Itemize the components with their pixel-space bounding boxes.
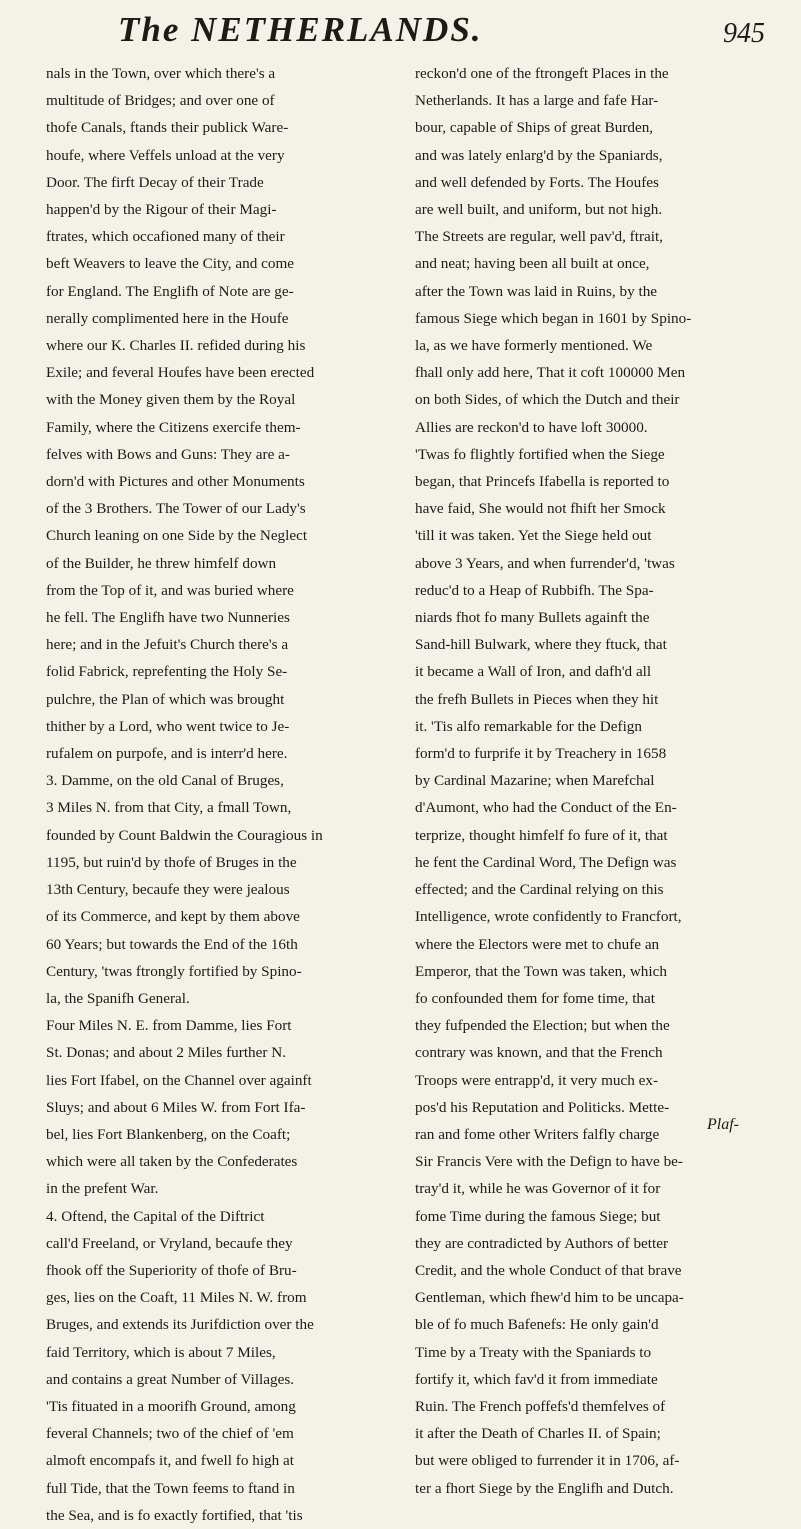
text-line: fo confounded them for fome time, that <box>415 989 655 1007</box>
text-line: where our K. Charles II. refided during his <box>46 337 306 355</box>
text-line: of the 3 Brothers. The Tower of our Lady's <box>46 500 306 518</box>
text-line: for England. The Englifh of Note are ge- <box>46 282 294 300</box>
text-line: on both Sides, of which the Dutch and their <box>415 391 680 409</box>
text-line: terprize, thought himfelf fo fure of it, that <box>415 826 668 844</box>
page-number: 945 <box>723 18 765 49</box>
text-line: faid Territory, which is about 7 Miles, <box>46 1343 276 1361</box>
text-line: bour, capable of Ships of great Burden, <box>415 119 654 137</box>
text-line: 1195, but ruin'd by thofe of Bruges in the <box>46 853 297 871</box>
text-line: have faid, She would not fhift her Smock <box>415 500 666 518</box>
catchword: Plaf- <box>707 1116 739 1133</box>
text-line: thofe Canals, ftands their publick Ware- <box>46 119 289 137</box>
text-line: from the Top of it, and was buried where <box>46 581 294 599</box>
text-line: which were all taken by the Confederates <box>46 1153 298 1171</box>
text-line: and neat; having been all built at once, <box>415 255 650 273</box>
text-line: Church leaning on one Side by the Neglect <box>46 527 308 545</box>
text-line: niards fhot fo many Bullets againft the <box>415 609 650 627</box>
text-line: almoft encompafs it, and fwell fo high at <box>46 1452 294 1470</box>
text-line: lies Fort Ifabel, on the Channel over againft <box>46 1071 312 1089</box>
text-line: in the prefent War. <box>46 1180 159 1198</box>
text-line: Four Miles N. E. from Damme, lies Fort <box>46 1017 292 1035</box>
text-line: 'till it was taken. Yet the Siege held out <box>415 527 652 545</box>
text-line: Intelligence, wrote confidently to Francfort, <box>415 908 682 926</box>
text-line: of its Commerce, and kept by them above <box>46 908 300 926</box>
text-line: 60 Years; but towards the End of the 16th <box>46 935 298 953</box>
text-line: rufalem on purpofe, and is interr'd here. <box>46 745 288 763</box>
running-title: The NETHERLANDS. <box>118 10 483 49</box>
text-line: they are contradicted by Authors of better <box>415 1234 669 1252</box>
text-line: thither by a Lord, who went twice to Je- <box>46 717 290 735</box>
text-line: 3 Miles N. from that City, a fmall Town, <box>46 799 292 817</box>
text-line: it. 'Tis alfo remarkable for the Defign <box>415 717 642 735</box>
text-line: bel, lies Fort Blankenberg, on the Coaft; <box>46 1125 291 1143</box>
text-line: pos'd his Reputation and Politicks. Mette- <box>415 1098 670 1116</box>
text-line: are well built, and uniform, but not high. <box>415 201 663 219</box>
text-line: the Sea, and is fo exactly fortified, that 'tis <box>46 1506 303 1524</box>
text-line: la, as we have formerly mentioned. We <box>415 337 653 355</box>
text-line: St. Donas; and about 2 Miles further N. <box>46 1044 287 1062</box>
text-line: 13th Century, becaufe they were jealous <box>46 881 290 899</box>
text-line: The Streets are regular, well pav'd, ftrait, <box>415 228 663 246</box>
text-line: Gentleman, which fhew'd him to be uncapa- <box>415 1289 684 1307</box>
text-line: fome Time during the famous Siege; but <box>415 1207 661 1225</box>
text-line: multitude of Bridges; and over one of <box>46 92 275 110</box>
text-line: happen'd by the Rigour of their Magi- <box>46 201 277 219</box>
text-line: Credit, and the whole Conduct of that brave <box>415 1261 682 1279</box>
text-line: Time by a Treaty with the Spaniards to <box>415 1343 652 1361</box>
text-line: la, the Spanifh General. <box>46 989 190 1007</box>
text-line: they fufpended the Election; but when the <box>415 1017 670 1035</box>
text-line: but were obliged to furrender it in 1706, af- <box>415 1452 680 1470</box>
text-line: Family, where the Citizens exercife them- <box>46 418 301 436</box>
text-line: and was lately enlarg'd by the Spaniards, <box>415 146 663 164</box>
text-line: Netherlands. It has a large and fafe Har- <box>415 92 659 110</box>
text-line: fhall only add here, That it coft 100000 Men <box>415 364 686 382</box>
text-line: 'Twas fo flightly fortified when the Siege <box>415 445 665 463</box>
text-line: above 3 Years, and when furrender'd, 'twas <box>415 554 675 572</box>
text-line: ter a fhort Siege by the Englifh and Dutch. <box>415 1479 674 1497</box>
text-line: d'Aumont, who had the Conduct of the En- <box>415 799 677 817</box>
text-line: 4. Oftend, the Capital of the Diftrict <box>46 1207 265 1225</box>
text-line: fortify it, which fav'd it from immediate <box>415 1370 658 1388</box>
text-line: form'd to furprife it by Treachery in 1658 <box>415 745 667 763</box>
text-line: Allies are reckon'd to have loft 30000. <box>415 418 648 436</box>
text-line: feveral Channels; two of the chief of 'em <box>46 1425 294 1443</box>
text-line: ftrates, which occafioned many of their <box>46 228 285 246</box>
text-line: Bruges, and extends its Jurifdiction over the <box>46 1316 314 1334</box>
text-line: it after the Death of Charles II. of Spain; <box>415 1425 661 1443</box>
text-line: after the Town was laid in Ruins, by the <box>415 282 658 300</box>
text-line: ble of fo much Bafenefs: He only gain'd <box>415 1316 659 1334</box>
text-line: tray'd it, while he was Governor of it for <box>415 1180 661 1198</box>
text-line: Sir Francis Vere with the Defign to have be- <box>415 1153 683 1171</box>
right-text-column <box>415 60 773 1502</box>
text-line: pulchre, the Plan of which was brought <box>46 690 285 708</box>
text-line: houfe, where Veffels unload at the very <box>46 146 285 164</box>
text-line: Emperor, that the Town was taken, which <box>415 962 667 980</box>
text-line: nerally complimented here in the Houfe <box>46 309 289 327</box>
text-line: effected; and the Cardinal relying on this <box>415 881 664 899</box>
text-line: founded by Count Baldwin the Couragious in <box>46 826 323 844</box>
text-line: and well defended by Forts. The Houfes <box>415 173 659 191</box>
text-line: full Tide, that the Town feems to ftand in <box>46 1479 295 1497</box>
text-line: folid Fabrick, reprefenting the Holy Se- <box>46 663 288 681</box>
page-header <box>0 4 801 56</box>
text-line: reckon'd one of the ftrongeft Places in the <box>415 65 669 82</box>
text-line: it became a Wall of Iron, and dafh'd all <box>415 663 652 681</box>
text-line: Exile; and feveral Houfes have been erected <box>46 364 315 382</box>
text-line: 3. Damme, on the old Canal of Bruges, <box>46 772 284 790</box>
text-line: beft Weavers to leave the City, and come <box>46 255 295 273</box>
text-line: he fell. The Englifh have two Nunneries <box>46 609 290 627</box>
text-line: here; and in the Jefuit's Church there's a <box>46 636 289 654</box>
text-line: Sand-hill Bulwark, where they ftuck, that <box>415 636 667 654</box>
text-line: fhook off the Superiority of thofe of Bru- <box>46 1261 297 1279</box>
text-line: of the Builder, he threw himfelf down <box>46 554 277 572</box>
text-line: by Cardinal Mazarine; when Marefchal <box>415 772 655 790</box>
text-line: began, that Princefs Ifabella is reported to <box>415 473 670 491</box>
text-line: Door. The firft Decay of their Trade <box>46 173 264 191</box>
text-line: Century, 'twas ftrongly fortified by Spino- <box>46 962 302 980</box>
text-line: Troops were entrapp'd, it very much ex- <box>415 1071 659 1089</box>
text-line: call'd Freeland, or Vryland, becaufe they <box>46 1234 293 1252</box>
text-line: he fent the Cardinal Word, The Defign was <box>415 853 677 871</box>
text-line: reduc'd to a Heap of Rubbifh. The Spa- <box>415 581 654 599</box>
text-line: Ruin. The French poffefs'd themfelves of <box>415 1397 666 1415</box>
text-line: 'Tis fituated in a moorifh Ground, among <box>46 1397 296 1415</box>
text-line: dorn'd with Pictures and other Monuments <box>46 473 305 491</box>
text-line: with the Money given them by the Royal <box>46 391 296 409</box>
text-line: felves with Bows and Guns: They are a- <box>46 445 290 463</box>
text-line: ran and fome other Writers falfly charge <box>415 1125 660 1143</box>
text-line: where the Electors were met to chufe an <box>415 935 660 953</box>
text-line: famous Siege which began in 1601 by Spino- <box>415 309 692 327</box>
text-line: the frefh Bullets in Pieces when they hit <box>415 690 659 708</box>
text-line: nals in the Town, over which there's a <box>46 65 276 82</box>
text-line: and contains a great Number of Villages. <box>46 1370 295 1388</box>
text-line: contrary was known, and that the French <box>415 1044 663 1062</box>
left-text-column <box>46 60 404 1529</box>
text-line: Sluys; and about 6 Miles W. from Fort Ifa- <box>46 1098 306 1116</box>
text-line: ges, lies on the Coaft, 11 Miles N. W. from <box>46 1289 307 1307</box>
